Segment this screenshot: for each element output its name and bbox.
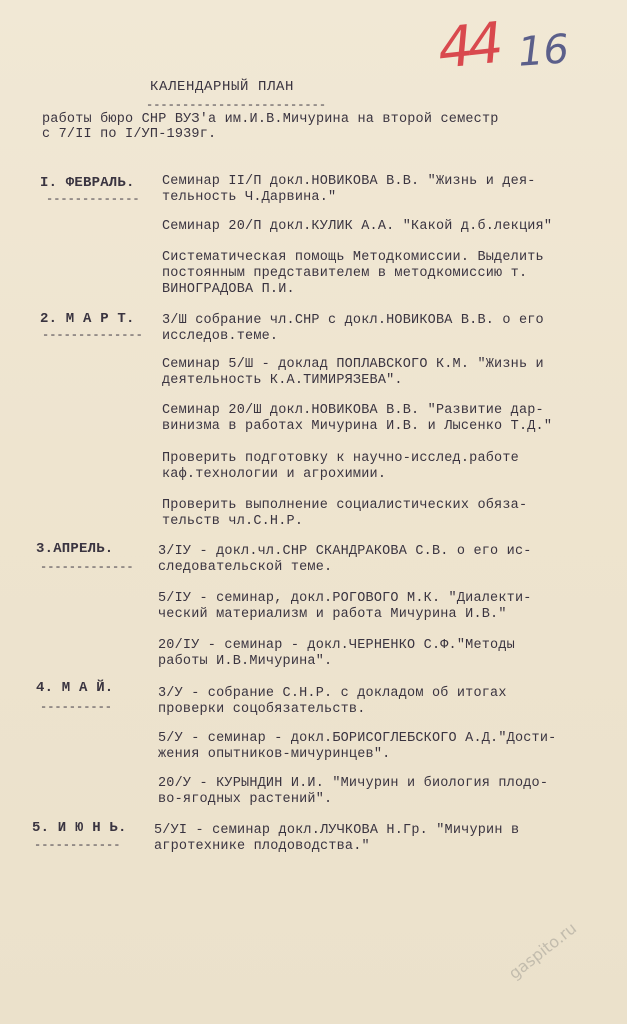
- plan-item: следовательской теме.: [158, 560, 333, 575]
- month-april: 3.АПРЕЛЬ.: [36, 541, 114, 557]
- month-june: 5. И Ю Н Ь.: [32, 820, 127, 836]
- plan-item: 3/IУ - докл.чл.СНР СКАНДРАКОВА С.В. о его ис-: [158, 544, 532, 559]
- plan-item: Проверить выполнение социалистических обяза-: [162, 498, 528, 513]
- title-underline: -------------------------: [146, 98, 327, 112]
- plan-item: деятельность К.А.ТИМИРЯЗЕВА".: [162, 373, 403, 388]
- plan-item: проверки соцобязательств.: [158, 702, 366, 717]
- plan-item: 3/У - собрание С.Н.Р. с докладом об итогах: [158, 686, 507, 701]
- archive-sheet-number: 16: [516, 26, 571, 76]
- plan-item: Семинар 20/П докл.КУЛИК А.А. "Какой д.б.лекция": [162, 219, 553, 234]
- plan-item: ческий материализм и работа Мичурина И.В.": [158, 607, 507, 622]
- plan-item: постоянным представителем в методкомиссию т.: [162, 266, 528, 281]
- plan-item: каф.технологии и агрохимии.: [162, 467, 387, 482]
- plan-item: тельность Ч.Дарвина.": [162, 190, 337, 205]
- plan-item: агротехнике плодоводства.": [154, 839, 370, 854]
- plan-item: Семинар 5/Ш - доклад ПОПЛАВСКОГО К.М. "Жизнь и: [162, 357, 544, 372]
- plan-item: 5/IУ - семинар, докл.РОГОВОГО М.К. "Диалекти-: [158, 591, 532, 606]
- plan-item: 20/У - КУРЫНДИН И.И. "Мичурин и биология плодо-: [158, 776, 549, 791]
- month-may: 4. М А Й.: [36, 680, 114, 696]
- plan-item: исследов.теме.: [162, 329, 279, 344]
- plan-item: Проверить подготовку к научно-исслед.работе: [162, 451, 519, 466]
- plan-item: Семинар 20/Ш докл.НОВИКОВА В.В. "Развитие дар-: [162, 403, 544, 418]
- archive-folio-number: 44: [434, 11, 501, 82]
- subtitle-line-1: работы бюро СНР ВУЗ'а им.И.В.Мичурина на второй семестр: [42, 112, 499, 127]
- month-underline: -------------: [46, 192, 140, 206]
- plan-item: Систематическая помощь Методкомиссии. Выделить: [162, 250, 544, 265]
- document-title: КАЛЕНДАРНЫЙ ПЛАН: [150, 79, 295, 95]
- plan-item: жения опытников-мичуринцев".: [158, 747, 391, 762]
- plan-item: тельств чл.С.Н.Р.: [162, 514, 304, 529]
- month-underline: ------------: [34, 838, 121, 852]
- plan-item: 3/Ш собрание чл.СНР с докл.НОВИКОВА В.В. о его: [162, 313, 544, 328]
- plan-item: 5/УI - семинар докл.ЛУЧКОВА Н.Гр. "Мичурин в: [154, 823, 520, 838]
- plan-item: 20/IУ - семинар - докл.ЧЕРНЕНКО С.Ф."Методы: [158, 638, 515, 653]
- plan-item: работы И.В.Мичурина".: [158, 654, 333, 669]
- plan-item: винизма в работах Мичурина И.В. и Лысенко Т.Д.": [162, 419, 553, 434]
- month-underline: ----------: [40, 700, 113, 714]
- watermark: gaspito.ru: [505, 918, 581, 983]
- plan-item: Семинар II/П докл.НОВИКОВА В.В. "Жизнь и дея-: [162, 174, 536, 189]
- month-underline: -------------: [40, 560, 134, 574]
- subtitle-line-2: с 7/II по I/УП-1939г.: [42, 127, 217, 142]
- plan-item: ВИНОГРАДОВА П.И.: [162, 282, 295, 297]
- month-march: 2. М А Р Т.: [40, 311, 135, 327]
- plan-item: 5/У - семинар - докл.БОРИСОГЛЕБСКОГО А.Д."Дости-: [158, 731, 557, 746]
- month-underline: --------------: [42, 328, 143, 342]
- month-february: I. ФЕВРАЛЬ.: [40, 175, 135, 191]
- plan-item: во-ягодных растений".: [158, 792, 333, 807]
